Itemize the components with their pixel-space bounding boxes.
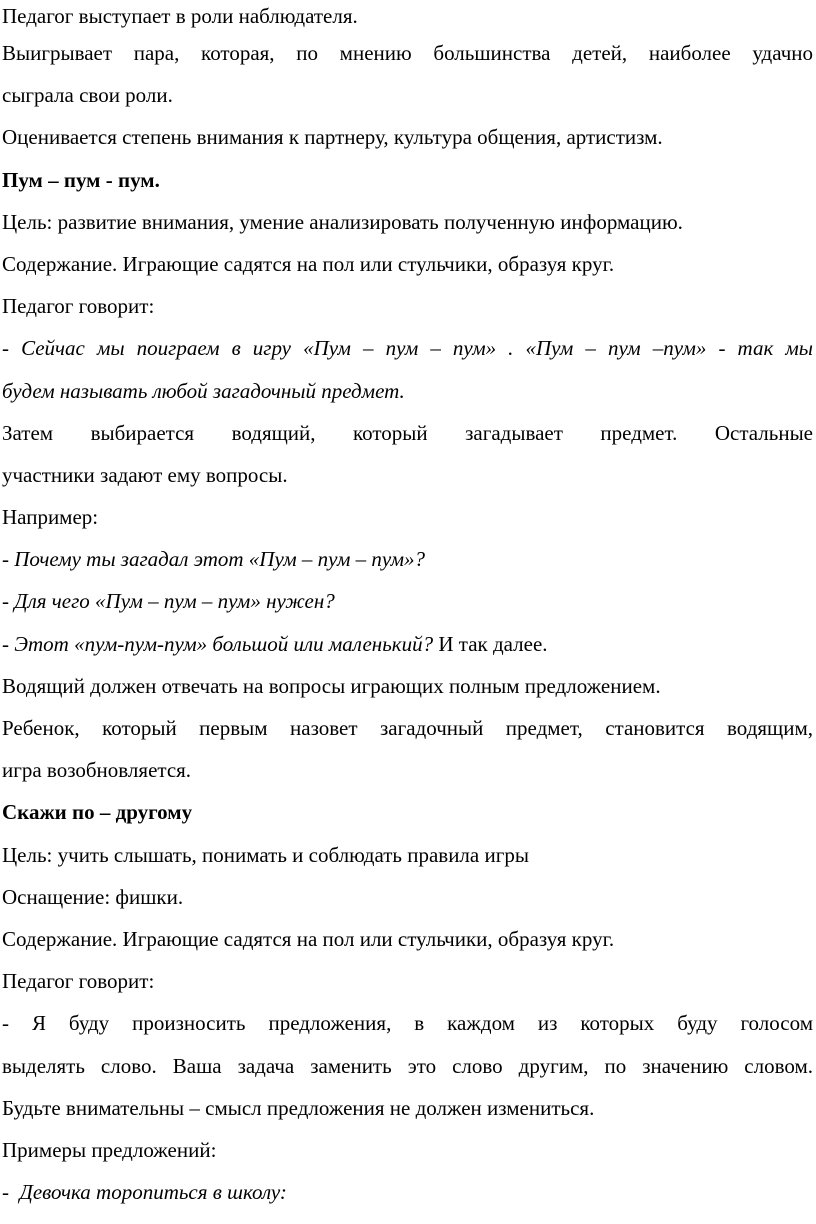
italic-text: Девочка торопиться в школу: [19, 1180, 287, 1205]
text-line [2, 580, 813, 622]
text-line [2, 749, 813, 791]
text-line [2, 496, 813, 538]
line-text: - Я буду произносить предложения, в каждом из которых буду голосом [2, 1011, 813, 1036]
text-line [2, 412, 813, 454]
line-text: Педагог говорит: [2, 969, 155, 994]
text-line [2, 1002, 813, 1044]
text-line [2, 918, 813, 960]
line-text: выделять слово. Ваша задача заменить это слово другим, по значению словом. [2, 1053, 813, 1078]
line-text: Примеры предложений: [2, 1137, 217, 1162]
text-line [2, 834, 813, 876]
text-line [2, 1087, 813, 1129]
dash-marker: - [2, 589, 15, 614]
italic-text: Сейчас мы поиграем в игру «Пум – пум – пум» . «Пум – пум –пум» - так мы [21, 336, 813, 361]
text-line [2, 116, 813, 158]
text-line [2, 623, 813, 665]
italic-text: Для чего «Пум – пум – пум» нужен? [14, 589, 335, 614]
line-text: игра возобновляется. [2, 758, 192, 783]
text-line [2, 74, 813, 116]
text-line [2, 0, 813, 32]
line-text: сыграла свои роли. [2, 83, 173, 108]
text-line [2, 960, 813, 1002]
text-line [2, 1045, 813, 1087]
section-heading [2, 159, 813, 201]
line-text: Цель: развитие внимания, умение анализировать полученную информацию. [2, 209, 683, 234]
dash-marker: - [2, 547, 15, 572]
line-text: Затем выбирается водящий, который загадывает предмет. Остальные [2, 420, 813, 445]
line-text: Например: [2, 505, 99, 530]
text-line [2, 243, 813, 285]
line-text: Педагог выступает в роли наблюдателя. [2, 4, 358, 28]
text-line [2, 1171, 813, 1213]
text-line [2, 538, 813, 580]
heading-text: Пум – пум - пум. [2, 167, 160, 192]
line-text: Содержание. Играющие садятся на пол или стульчики, образуя круг. [2, 926, 615, 951]
text-line [2, 707, 813, 749]
line-text: Ребенок, который первым назовет загадочный предмет, становится водящим, [2, 716, 813, 740]
line-text: Оснащение: фишки. [2, 884, 184, 909]
line-text: Содержание. Играющие садятся на пол или стульчики, образуя круг. [2, 251, 615, 276]
line-text: Выигрывает пара, которая, по мнению большинства детей, наиболее удачно [2, 41, 813, 65]
text-line [2, 327, 813, 369]
text-line [2, 454, 813, 496]
text-line [2, 201, 813, 243]
line-text: Будьте внимательны – смысл предложения не должен измениться. [2, 1095, 595, 1120]
dash-marker: - [2, 1180, 20, 1205]
heading-text: Скажи по – другому [2, 800, 193, 825]
italic-text: Почему ты загадал этот «Пум – пум – пум»? [14, 547, 426, 572]
text-line [2, 876, 813, 918]
line-text: участники задают ему вопросы. [2, 462, 288, 487]
section-heading [2, 791, 813, 833]
text-line [2, 370, 813, 412]
line-text: И так далее. [433, 631, 548, 656]
dash-marker: - [2, 336, 22, 361]
text-line [2, 665, 813, 707]
italic-text: будем называть любой загадочный предмет. [2, 378, 405, 403]
text-line [2, 285, 813, 327]
dash-marker: - [2, 631, 15, 656]
text-line [2, 1129, 813, 1171]
line-text: Цель: учить слышать, понимать и соблюдать правила игры [2, 842, 529, 867]
line-text: Оценивается степень внимания к партнеру, культура общения, артистизм. [2, 125, 663, 150]
text-line [2, 32, 813, 74]
line-text: Водящий должен отвечать на вопросы играющих полным предложением. [2, 673, 661, 698]
line-text: Педагог говорит: [2, 294, 155, 319]
italic-text: Этот «пум-пум-пум» большой или маленький? [14, 631, 434, 656]
